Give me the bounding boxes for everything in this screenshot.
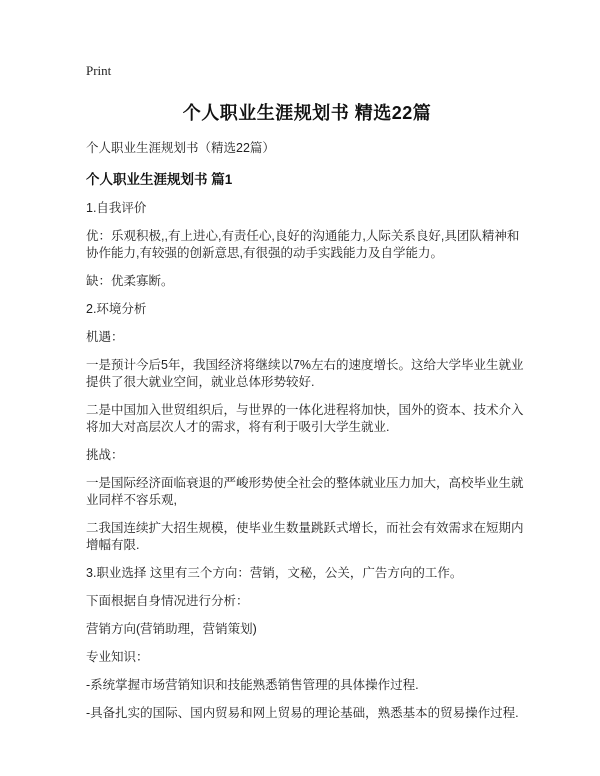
paragraph-weaknesses: 缺：优柔寡断。: [86, 274, 174, 288]
section-heading-part1: 个人职业生涯规划书 篇1: [86, 172, 233, 187]
paragraph-challenge-1: 一是国际经济面临衰退的严峻形势使全社会的整体就业压力加大，高校毕业生就业同样不容乐观,: [86, 476, 524, 507]
paragraph-knowledge-item-2: -具备扎实的国际、国内贸易和网上贸易的理论基础，熟悉基本的贸易操作过程.: [86, 706, 519, 720]
print-button[interactable]: Print: [86, 63, 112, 78]
paragraph-challenges-label: 挑战：: [86, 448, 124, 462]
paragraph-challenge-2: 二我国连续扩大招生规模，使毕业生数量跳跃式增长，而社会有效需求在短期内增幅有限.: [86, 521, 524, 552]
paragraph-strengths: 优：乐观积极,,有上进心,有责任心,良好的沟通能力,人际关系良好,具团队精神和协作能力,有较强的创新意思,有很强的动手实践能力及自学能力。: [86, 229, 520, 260]
document-subtitle: 个人职业生涯规划书（精选22篇）: [86, 141, 275, 155]
paragraph-opportunity-2: 二是中国加入世贸组织后，与世界的一体化进程将加快，国外的资本、技术介入将加大对高层次人才的需求，将有利于吸引大学生就业.: [86, 403, 524, 434]
paragraph-analysis-intro: 下面根据自身情况进行分析：: [86, 594, 249, 608]
paragraph-self-evaluation-heading: 1.自我评价: [86, 201, 147, 215]
document-title: 个人职业生涯规划书 精选22篇: [182, 103, 432, 123]
paragraph-career-choice: 3.职业选择 这里有三个方向：营销，文秘，公关，广告方向的工作。: [86, 566, 463, 580]
paragraph-environment-heading: 2.环境分析: [86, 302, 147, 316]
paragraph-opportunities-label: 机遇：: [86, 330, 124, 344]
paragraph-knowledge-item-1: -系统掌握市场营销知识和技能熟悉销售管理的具体操作过程.: [86, 678, 419, 692]
paragraph-opportunity-1: 一是预计今后5年，我国经济将继续以7%左右的速度增长。这给大学毕业生就业提供了很大就业空间，就业总体形势较好.: [86, 358, 524, 389]
paragraph-professional-knowledge-label: 专业知识：: [86, 650, 149, 664]
paragraph-marketing-direction: 营销方向(营销助理，营销策划): [86, 622, 257, 636]
